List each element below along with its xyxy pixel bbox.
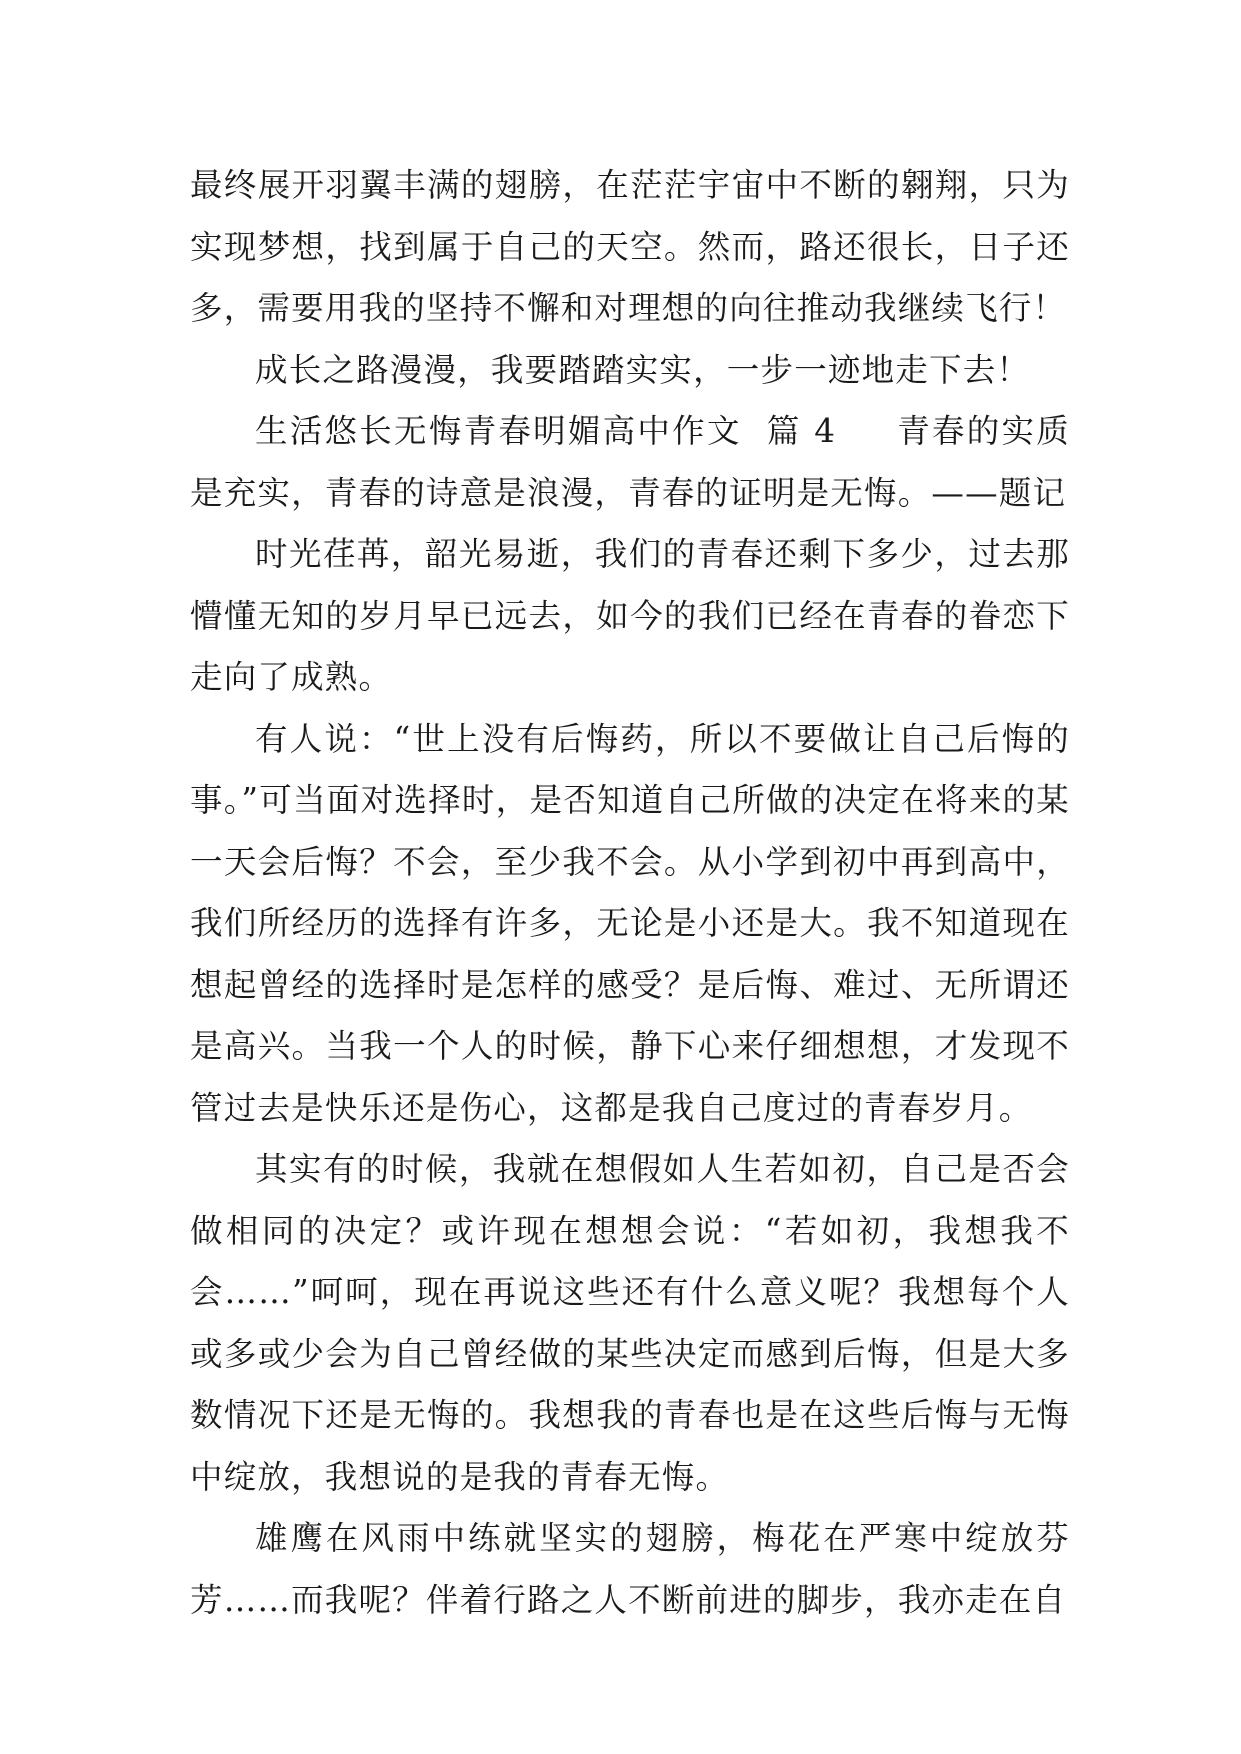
essay-title: 生活悠长无悔青春明媚高中作文 — [255, 412, 742, 450]
body-paragraph: 其实有的时候，我就在想假如人生若如初，自己是否会做相同的决定？或许现在想想会说：“若如初，我想我不会……”呵呵，现在再说这些还有什么意义呢？我想每个人或多或少会为自己曾经做的某些决定而感到后悔，但是大多数情况下还是无悔的。我想我的青春也是在这些后悔与无悔中绽放，我想说的是我的青春无悔。 — [190, 1150, 1070, 1496]
essay-text — [190, 155, 1070, 1631]
paragraph-continuation: 最终展开羽翼丰满的翅膀，在茫茫宇宙中不断的翱翔，只为实现梦想，找到属于自己的天空。然而，路还很长，日子还多，需要用我的坚持不懈和对理想的向往推动我继续飞行！ — [190, 166, 1070, 327]
section-heading — [190, 401, 1070, 524]
section-label: 篇 4 — [766, 412, 837, 450]
epigraph: 青春的实质是充实，青春的诗意是浪漫，青春的证明是无悔。——题记 — [190, 412, 1070, 512]
body-paragraph: 雄鹰在风雨中练就坚实的翅膀，梅花在严寒中绽放芬芳……而我呢？伴着行路之人不断前进的脚步，我亦走在自 — [190, 1519, 1070, 1619]
body-paragraph: 时光荏苒，韶光易逝，我们的青春还剩下多少，过去那懵懂无知的岁月早已远去，如今的我们已经在青春的眷恋下走向了成熟。 — [190, 535, 1070, 696]
body-paragraph: 有人说：“世上没有后悔药，所以不要做让自己后悔的事。”可当面对选择时，是否知道自己所做的决定在将来的某一天会后悔？不会，至少我不会。从小学到初中再到高中，我们所经历的选择有许多，无论是小还是大。我不知道现在想起曾经的选择时是怎样的感受？是后悔、难过、无所谓还是高兴。当我一个人的时候，静下心来仔细想想，才发现不管过去是快乐还是伤心，这都是我自己度过的青春岁月。 — [190, 719, 1070, 1127]
paragraph-closing: 成长之路漫漫，我要踏踏实实，一步一迹地走下去！ — [255, 350, 1031, 389]
